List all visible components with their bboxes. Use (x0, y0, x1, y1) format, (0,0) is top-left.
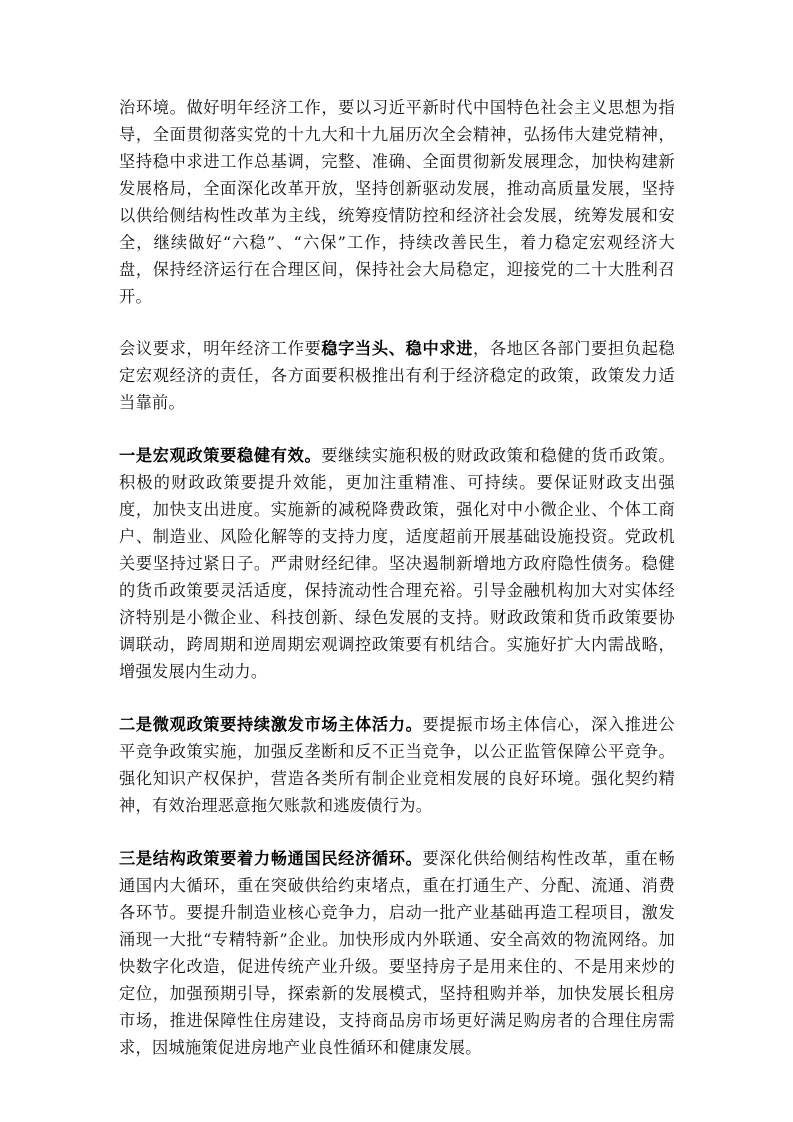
heading-micro-policy: 二是微观政策要持续激发市场主体活力。 (119, 715, 423, 734)
heading-macro-policy: 一是宏观政策要稳健有效。 (119, 446, 322, 465)
paragraph-text: 要继续实施积极的财政政策和稳健的货币政策。积极的财政政策要提升效能，更加注重精准、可持续。要保证财政支出强度，加快支出进度。实施新的减税降费政策，强化对中小微企业、个体工商户、制造业、风险化解等的支持力度，适度超前开展基础设施投资。党政机关要坚持过紧日子。严肃财经纪律。坚决遏制新增地方政府隐性债务。稳健的货币政策要灵活适度，保持流动性合理充裕。引导金融机构加大对实体经济特别是小微企业、科技创新、绿色发展的支持。财政政策和货币政策要协调联动，跨周期和逆周期宏观调控政策要有机结合。实施好扩大内需战略，增强发展内生动力。 (119, 446, 675, 681)
bold-phrase-stability: 稳字当头、稳中求进 (321, 339, 474, 358)
paragraph-text-post: ，各地区各部门要担负起稳定宏观经济的责任，各方面要积极推出有利于经济稳定的政策，政策发力适当靠前。 (119, 339, 675, 412)
paragraph-macro-policy (119, 442, 675, 685)
paragraph-structural-policy (119, 845, 675, 1061)
document-page (119, 94, 675, 1061)
paragraph-text-pre: 会议要求，明年经济工作要 (119, 339, 322, 358)
paragraph-micro-policy (119, 711, 675, 819)
paragraph-text: 要提振市场主体信心，深入推进公平竞争政策实施，加强反垄断和反不正当竞争，以公正监管保障公平竞争。强化知识产权保护，营造各类所有制企业竞相发展的良好环境。强化契约精神，有效治理恶意拖欠账款和逃废债行为。 (119, 715, 676, 815)
paragraph-text: 治环境。做好明年经济工作，要以习近平新时代中国特色社会主义思想为指导，全面贯彻落实党的十九大和十九届历次全会精神，弘扬伟大建党精神，坚持稳中求进工作总基调，完整、准确、全面贯彻新发展理念，加快构建新发展格局，全面深化改革开放，坚持创新驱动发展，推动高质量发展，坚持以供给侧结构性改革为主线，统筹疫情防控和经济社会发展，统筹发展和安全，继续做好“六稳”、“六保”工作，持续改善民生，着力稳定宏观经济大盘，保持经济运行在合理区间，保持社会大局稳定，迎接党的二十大胜利召开。 (119, 98, 675, 306)
paragraph-economic-guidance (119, 94, 675, 310)
paragraph-text: 要深化供给侧结构性改革，重在畅通国内大循环，重在突破供给约束堵点，重在打通生产、分配、流通、消费各环节。要提升制造业核心竞争力，启动一批产业基础再造工程项目，激发涌现一大批“专精特新”企业。加快形成内外联通、安全高效的物流网络。加快数字化改造，促进传统产业升级。要坚持房子是用来住的、不是用来炒的定位，加强预期引导，探索新的发展模式，坚持租购并举，加快发展长租房市场，推进保障性住房建设，支持商品房市场更好满足购房者的合理住房需求，因城施策促进房地产业良性循环和健康发展。 (119, 849, 676, 1057)
heading-structural-policy: 三是结构政策要着力畅通国民经济循环。 (119, 849, 423, 868)
paragraph-meeting-requirement (119, 335, 675, 416)
